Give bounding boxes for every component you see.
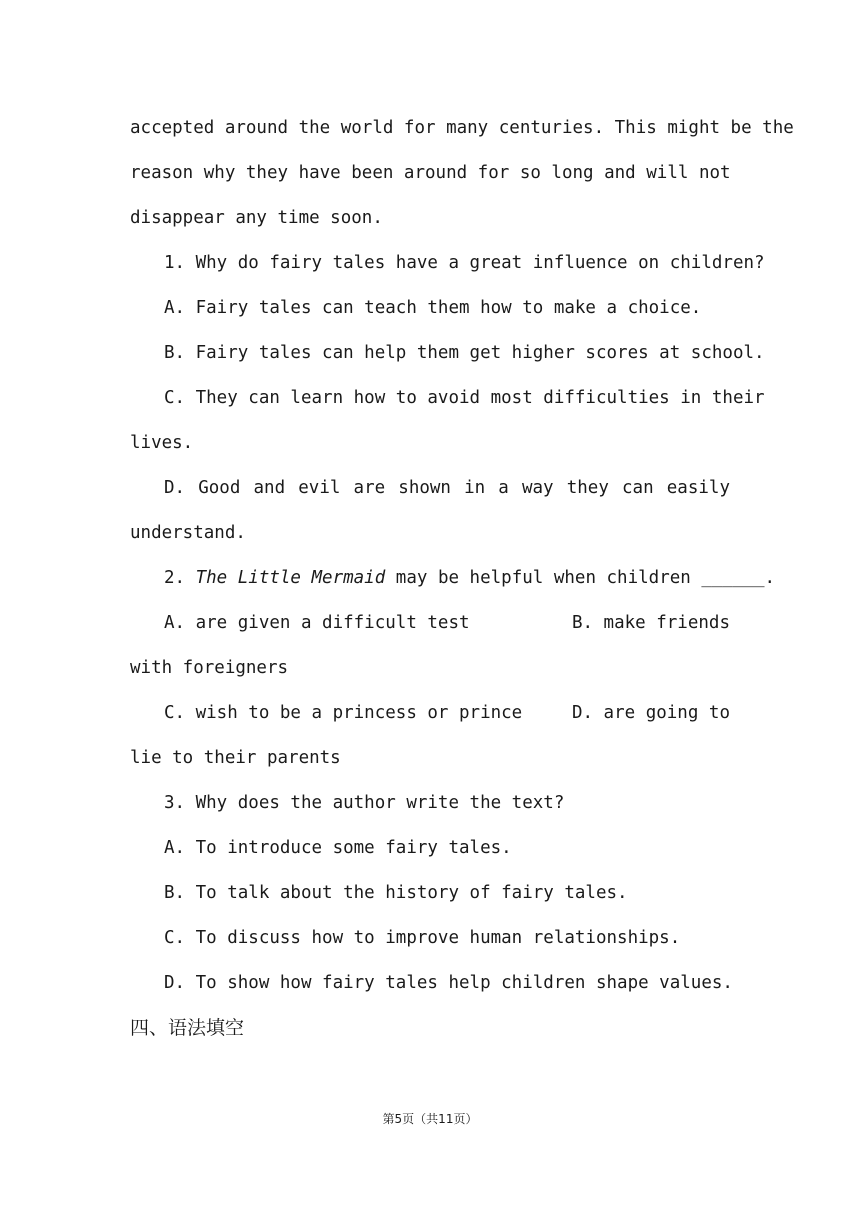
question-2-options-row-2 xyxy=(164,701,730,725)
question-3-option-a: A. To introduce some fairy tales. xyxy=(164,838,512,858)
question-2-book-title: The Little Mermaid xyxy=(195,568,386,588)
question-1-option-c: C. They can learn how to avoid most difficulties in their xyxy=(164,388,765,408)
question-1-stem: 1. Why do fairy tales have a great influence on children? xyxy=(164,253,765,273)
passage-line-2: reason why they have been around for so long and will not xyxy=(130,163,731,183)
question-2-option-b-continued: with foreigners xyxy=(130,658,289,678)
question-1-option-d-continued: understand. xyxy=(130,523,246,543)
question-1-option-a: A. Fairy tales can teach them how to make a choice. xyxy=(164,298,702,318)
passage-line-3: disappear any time soon. xyxy=(130,208,383,228)
question-1-option-c-continued: lives. xyxy=(130,433,194,453)
question-2-option-d-continued: lie to their parents xyxy=(130,748,341,768)
question-2-stem-prefix: 2. xyxy=(164,568,196,588)
section-heading: 四、语法填空 xyxy=(130,1017,245,1039)
question-3-option-b: B. To talk about the history of fairy tales. xyxy=(164,883,628,903)
question-2-stem xyxy=(164,566,776,590)
question-2-stem-suffix: may be helpful when children ______. xyxy=(385,568,776,588)
question-2-options-row-1 xyxy=(164,611,730,635)
question-1-option-d: D. Good and evil are shown in a way they can easily xyxy=(164,478,730,498)
page-footer: 第5页（共11页） xyxy=(382,1112,478,1126)
question-2-option-c: C. wish to be a princess or prince xyxy=(164,703,523,723)
question-3-stem: 3. Why does the author write the text? xyxy=(164,793,565,813)
question-1-option-b: B. Fairy tales can help them get higher scores at school. xyxy=(164,343,765,363)
question-3-option-c: C. To discuss how to improve human relationships. xyxy=(164,928,681,948)
passage-line-1: accepted around the world for many centuries. This might be the xyxy=(130,118,794,138)
question-2-option-b: B. make friends xyxy=(571,613,730,633)
question-2-option-a: A. are given a difficult test xyxy=(164,613,470,633)
question-3-option-d: D. To show how fairy tales help children shape values. xyxy=(164,973,733,993)
question-2-option-d: D. are going to xyxy=(571,703,730,723)
